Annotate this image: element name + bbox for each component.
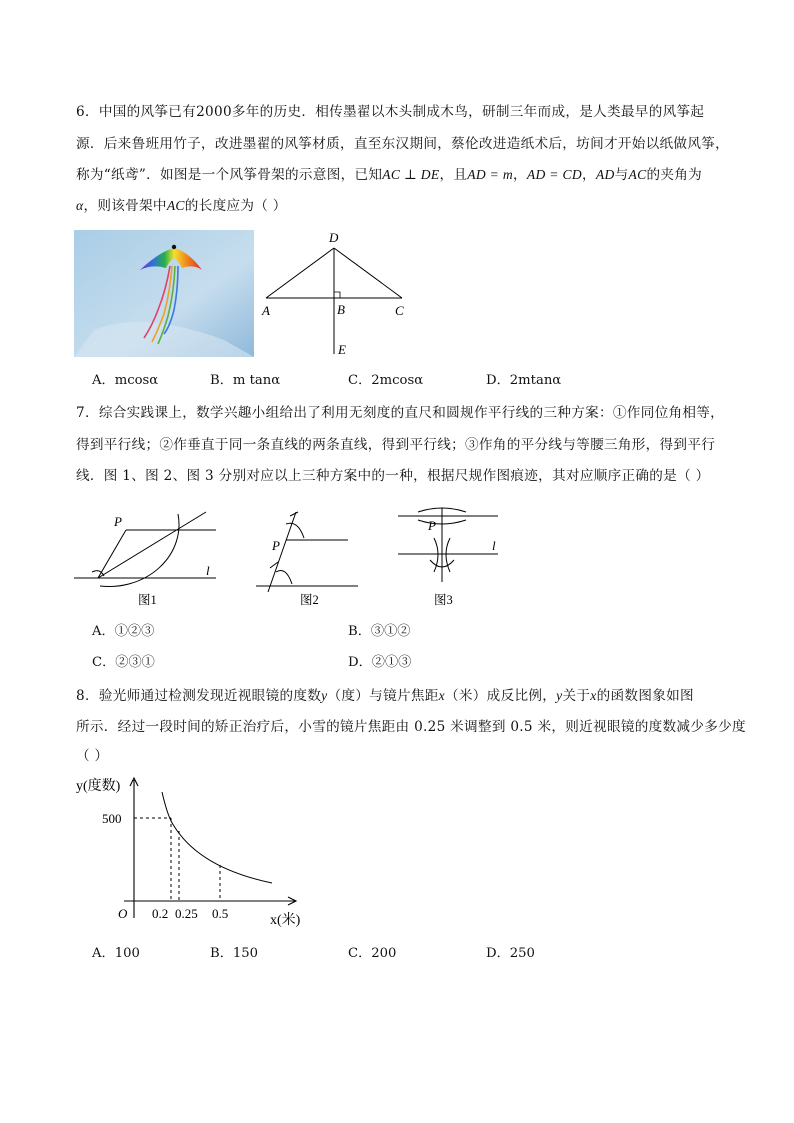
q6-option-a[interactable]: A．mcosα [92, 373, 159, 388]
label-e: E [338, 342, 346, 357]
q8-var-y: y [321, 688, 328, 703]
label-p: P [114, 514, 122, 529]
angle-arc-upper [286, 523, 304, 538]
q6-text: ，且 [439, 167, 468, 183]
q7-option-a[interactable]: A．①②③ [92, 624, 155, 639]
tick-500: 500 [102, 811, 122, 826]
caption-fig2: 图2 [300, 593, 319, 607]
q6-math-alpha: α [76, 198, 84, 213]
line-ad [266, 248, 334, 298]
caption-fig1: 图1 [138, 593, 157, 607]
y-axis-label: y(度数) [76, 779, 121, 794]
tick-0.25: 0.25 [175, 906, 198, 921]
q6-math-ac: AC [166, 198, 185, 213]
q8-option-b[interactable]: B．150 [210, 946, 259, 961]
q8-text: 的函数图象如图 [596, 688, 694, 704]
q7-line-1: 7．综合实践课上，数学兴趣小组给出了利用无刻度的直尺和圆规作平行线的三种方案：①作同位角相等， [76, 405, 725, 421]
q8-text: 关于 [562, 688, 591, 704]
arc-mark [290, 512, 298, 516]
tick-0.5: 0.5 [212, 906, 229, 921]
q8-text: （度）与镜片焦距 [327, 688, 439, 704]
q6-line-1: 6．中国的风筝已有2000多年的历史．相传墨翟以木头制成木鸟，研制三年而成，是人类最早的风筝起 [76, 104, 705, 120]
angle-arc-lower [276, 571, 292, 585]
inverse-function-graph [72, 768, 312, 934]
q6-option-d[interactable]: D．2mtanα [486, 373, 562, 388]
right-angle-mark [334, 292, 340, 298]
side-line [98, 530, 126, 578]
q8-var-x: x [438, 688, 445, 703]
q7-option-b[interactable]: B．③①② [348, 624, 411, 639]
q8-line-2: 所示．经过一段时间的矫正治疗后，小雪的镜片焦距由 0.25 米调整到 0.5 米，则近视眼镜的度数减少多少度 [76, 719, 746, 735]
q6-math-ad-eq-cd: AD = CD [526, 167, 582, 182]
arc-mid-1 [434, 538, 438, 572]
label-a: A [262, 303, 270, 318]
kite-skeleton-figure [258, 226, 418, 362]
q8-text: 8．验光师通过检测发现近视眼镜的度数 [76, 688, 322, 704]
q8-option-c[interactable]: C．200 [348, 946, 397, 961]
origin-label: O [118, 906, 128, 921]
label-p: P [272, 538, 280, 553]
q6-text: 与 [614, 167, 629, 183]
q6-line-3 [76, 165, 702, 185]
label-p: P [428, 518, 436, 533]
label-l: l [492, 538, 496, 553]
x-axis-label: x(米) [270, 913, 301, 928]
figure-2 [252, 508, 362, 610]
q6-line-4 [76, 196, 287, 216]
tick-0.2: 0.2 [152, 906, 169, 921]
q7-option-c[interactable]: C．②③① [92, 655, 155, 670]
caption-fig3: 图3 [434, 593, 453, 607]
label-b: B [337, 302, 345, 317]
q6-option-c[interactable]: C．2mcosα [348, 373, 424, 388]
q7-option-d[interactable]: D．②①③ [348, 655, 412, 670]
label-d: D [329, 230, 339, 245]
q8-text: （米）成反比例， [445, 688, 557, 704]
q6-text: ， [581, 167, 596, 183]
q6-math-ad-eq-m: AD = m [467, 167, 513, 182]
q6-text: ，则该骨架中 [83, 198, 167, 214]
q6-text: 称为“纸鸢”．如图是一个风筝骨架的示意图，已知 [76, 167, 383, 183]
q8-option-a[interactable]: A．100 [92, 946, 140, 961]
q6-line-2: 源．后来鲁班用竹子，改进墨翟的风筝材质，直至东汉期间，蔡伦改进造纸术后，坊间才开始以纸做风筝， [76, 136, 730, 152]
q6-text: ， [512, 167, 527, 183]
arc-mid-2 [446, 538, 450, 572]
q7-line-2: 得到平行线；②作垂直于同一条直线的两条直线，得到平行线；③作角的平分线与等腰三角形，得到平行 [76, 437, 716, 453]
q6-text: 的长度应为（ ） [184, 198, 287, 214]
label-l: l [206, 563, 210, 578]
kite-photo [74, 230, 254, 357]
figure-3 [394, 502, 504, 610]
q8-var-y: y [556, 688, 563, 703]
label-c: C [395, 303, 404, 318]
q6-math-ac: AC [628, 167, 647, 182]
q8-var-x: x [590, 688, 597, 703]
q6-text: 的夹角为 [646, 167, 703, 183]
q8-line-3: （ ） [76, 748, 109, 764]
q8-line-1 [76, 686, 694, 706]
q6-math-ad: AD [595, 167, 615, 182]
q7-line-3: 线．图 1、图 2、图 3 分别对应以上三种方案中的一种，根据尺规作图痕迹，其对应顺序正确的是（ ） [76, 468, 710, 484]
q8-option-d[interactable]: D．250 [486, 946, 535, 961]
q6-option-b[interactable]: B．m tanα [210, 373, 281, 388]
line-dc [334, 248, 402, 298]
figure-1 [70, 508, 220, 610]
construction-arc [100, 514, 179, 587]
q6-math-ac-perp-de: AC ⊥ DE [382, 167, 440, 182]
